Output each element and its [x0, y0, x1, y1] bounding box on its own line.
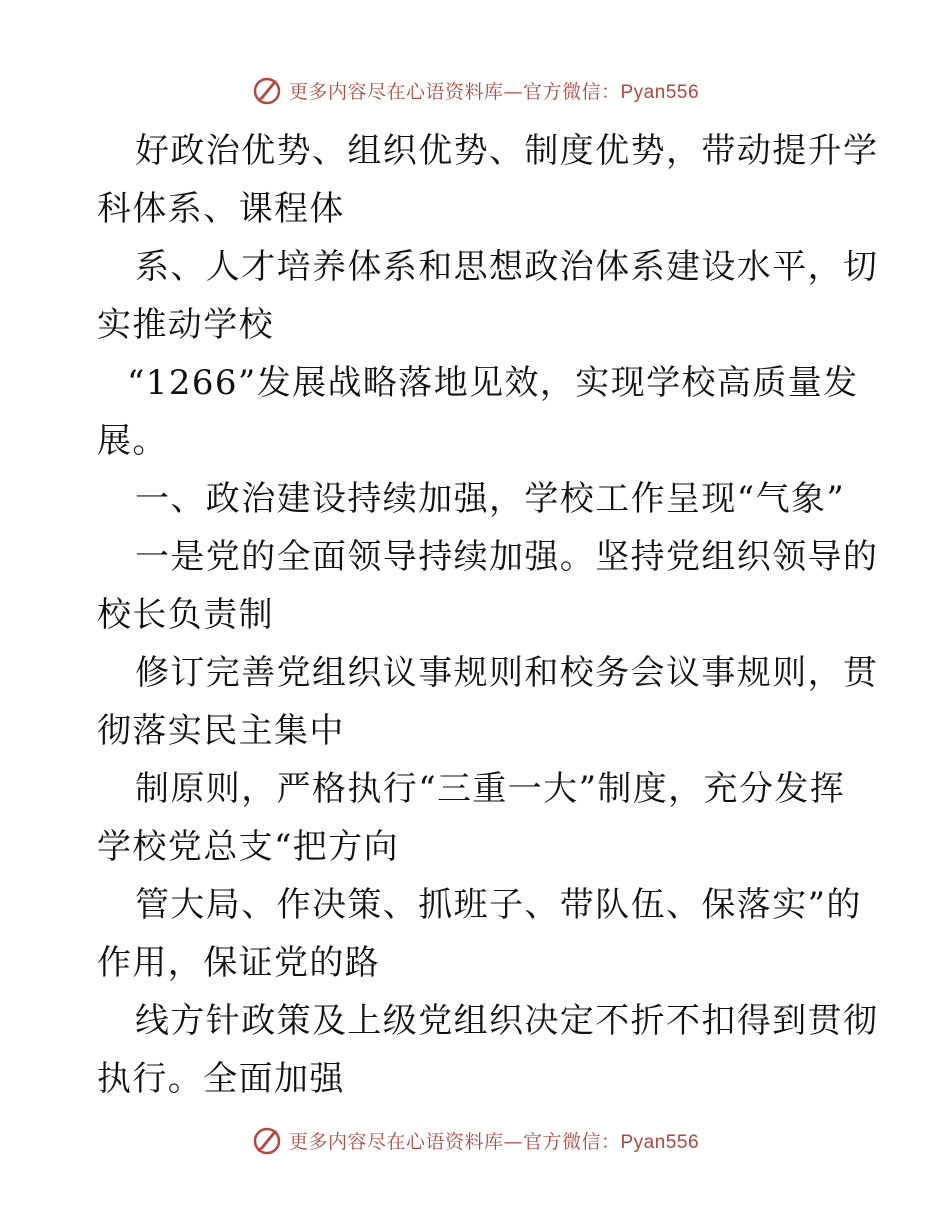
document-body	[97, 122, 879, 1108]
watermark-text: 更多内容尽在心语资料库—官方微信：Pyan556	[288, 80, 700, 103]
paragraph: 一是党的全面领导持续加强。坚持党组织领导的 校长负责制	[97, 537, 879, 635]
footer-watermark	[0, 1120, 950, 1160]
quill-pen-logo-icon	[251, 1124, 283, 1156]
paragraph: “1266”发展战略落地见效，实现学校高质量发 展。	[97, 363, 859, 461]
watermark-text: 更多内容尽在心语资料库—官方微信：Pyan556	[288, 1130, 700, 1153]
header-watermark	[0, 70, 950, 110]
paragraph: 管大局、作决策、抓班子、带队伍、保落实”的 作用，保证党的路	[97, 885, 862, 983]
paragraph: 好政治优势、组织优势、制度优势，带动提升学 科体系、课程体	[97, 131, 879, 229]
section-heading: 一、政治建设持续加强，学校工作呈现“气象”	[135, 479, 846, 519]
paragraph: 修订完善党组织议事规则和校务会议事规则，贯 彻落实民主集中	[97, 653, 879, 751]
quill-pen-logo-icon	[251, 74, 283, 106]
paragraph: 系、人才培养体系和思想政治体系建设水平，切 实推动学校	[97, 247, 879, 345]
paragraph: 制原则，严格执行“三重一大”制度，充分发挥 学校党总支“把方向	[97, 769, 846, 867]
paragraph: 线方针政策及上级党组织决定不折不扣得到贯彻 执行。全面加强	[97, 1001, 879, 1099]
